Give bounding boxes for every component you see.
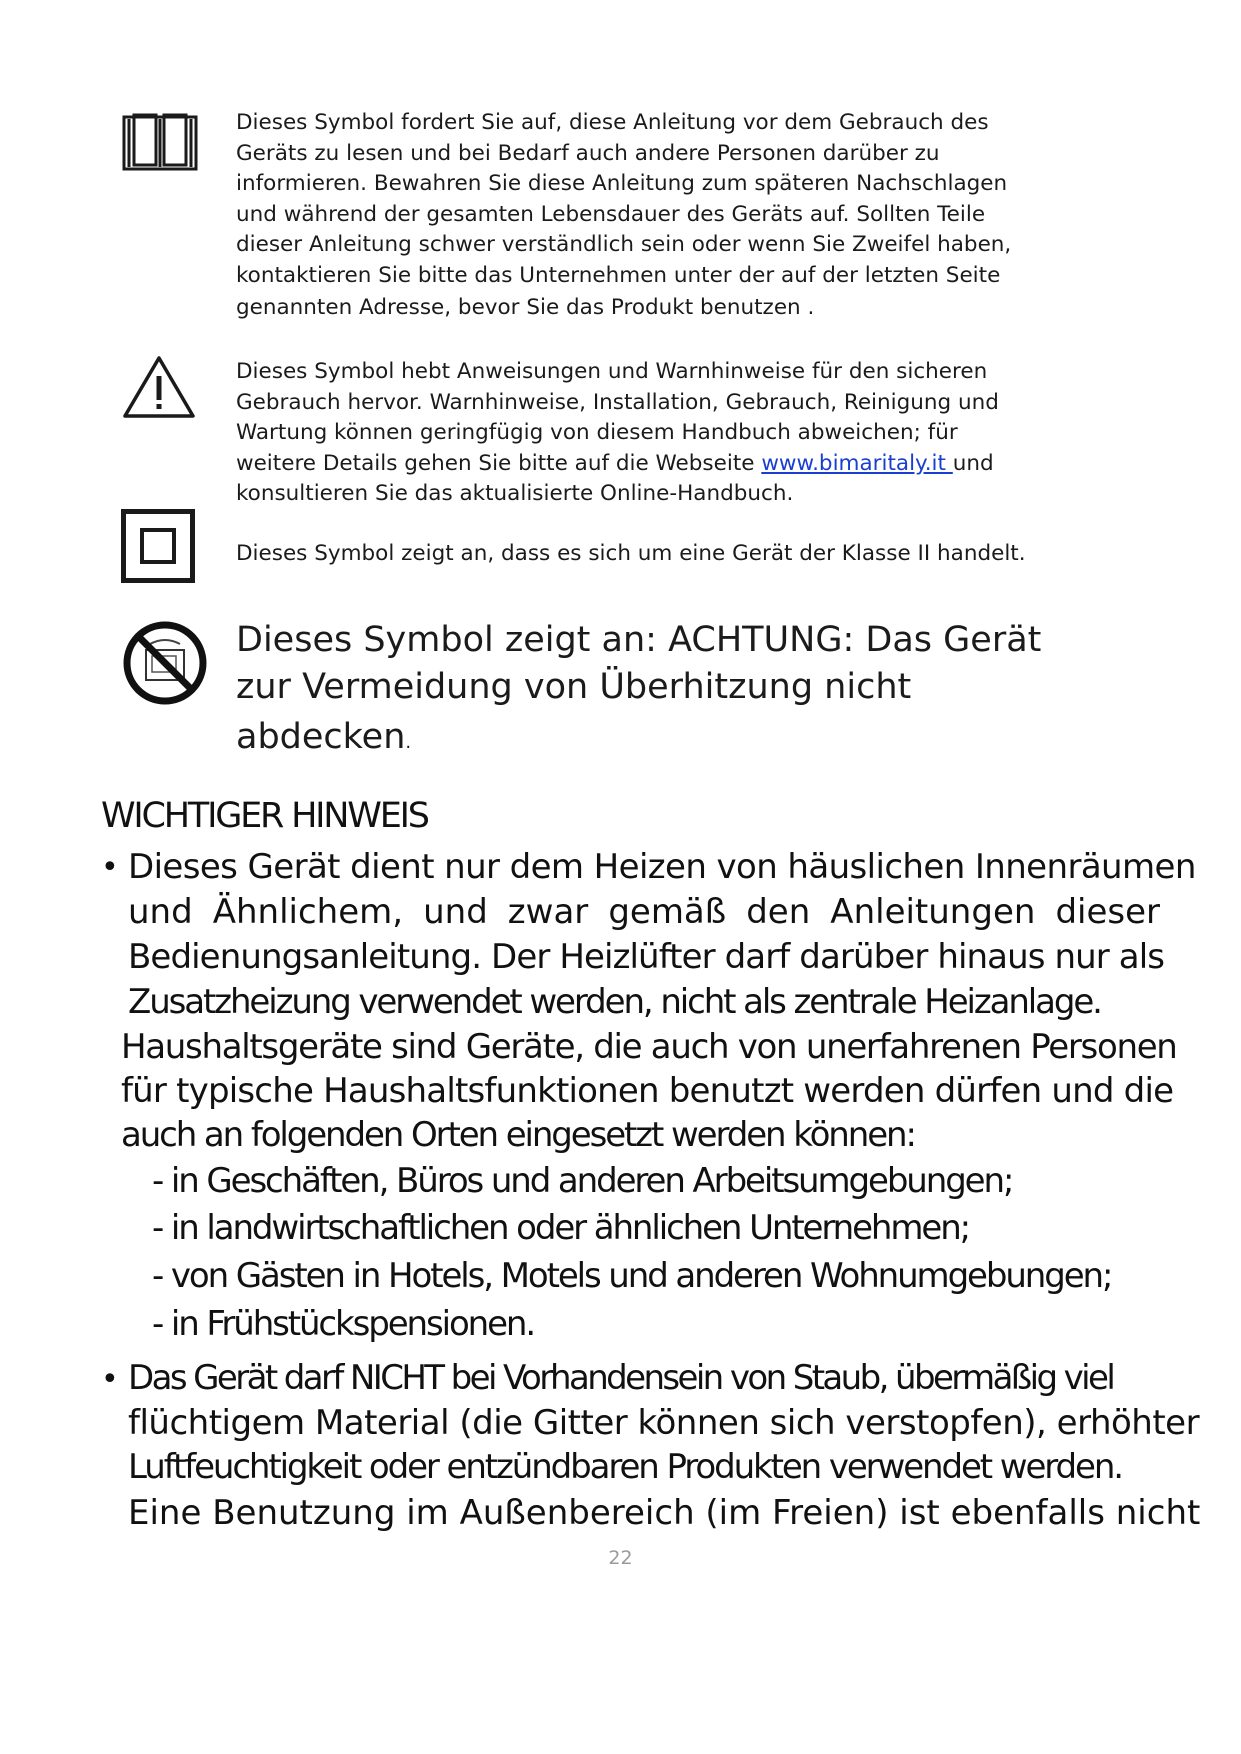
text-line: Geräts zu lesen und bei Bedarf auch andere Personen darüber zu: [236, 140, 940, 166]
text-line: [236, 617, 1086, 664]
symbol-text-class-ii: [236, 539, 1066, 570]
bullet-point: •: [101, 1362, 119, 1397]
do-not-cover-icon: [122, 620, 208, 706]
bullet1-subline: auch an folgenden Orten eingesetzt werden können:: [121, 1115, 915, 1155]
place-item: - in landwirtschaftlichen oder ähnlichen Unternehmen;: [152, 1208, 970, 1248]
text-line: Dieses Symbol hebt Anweisungen und Warnhinweise für den sicheren: [236, 359, 988, 384]
manual-book-icon: [122, 111, 198, 173]
text-line: zur Vermeidung von Überhitzung nicht: [236, 667, 912, 707]
page-number: 22: [608, 1547, 633, 1569]
place-item: - in Geschäften, Büros und anderen Arbeitsumgebungen;: [152, 1161, 1013, 1201]
notice-heading: WICHTIGER HINWEIS: [101, 796, 428, 836]
bullet1-line: Zusatzheizung verwendet werden, nicht als zentrale Heizanlage.: [128, 982, 1101, 1022]
bullet1-line: Dieses Gerät dient nur dem Heizen von häuslichen Innenräumen: [128, 847, 1196, 887]
text-line: Dieses Symbol fordert Sie auf, diese Anleitung vor dem Gebrauch des: [236, 110, 989, 135]
text-line: [236, 714, 1086, 766]
text-fragment: weitere Details gehen Sie bitte auf die Webseite: [236, 450, 762, 476]
bullet2-line: Das Gerät darf NICHT bei Vorhandensein von Staub, übermäßig viel: [128, 1358, 1114, 1398]
text-line: genannten Adresse, bevor Sie das Produkt benutzen .: [236, 295, 815, 320]
text-fragment: : Das Gerät: [842, 620, 1042, 660]
text-fragment: abdecken: [236, 717, 406, 757]
bullet2-line: Eine Benutzung im Außenbereich (im Freien) ist ebenfalls nicht: [128, 1493, 1201, 1533]
class-ii-double-square-icon: [121, 509, 195, 583]
symbol-text-read-manual: [236, 108, 1066, 324]
place-item: - in Frühstückspensionen.: [152, 1304, 535, 1344]
place-item: - von Gästen in Hotels, Motels und anderen Wohnumgebungen;: [152, 1256, 1112, 1296]
bullet1-subline: Haushaltsgeräte sind Geräte, die auch von unerfahrenen Personen: [121, 1027, 1177, 1067]
text-line: und während der gesamten Lebensdauer des Geräts auf. Sollten Teile: [236, 201, 986, 227]
symbol-text-do-not-cover: [236, 617, 1086, 766]
bullet1-line: Bedienungsanleitung. Der Heizlüfter darf darüber hinaus nur als: [128, 937, 1165, 977]
website-link[interactable]: www.bimaritaly.it: [761, 450, 953, 476]
text-fragment: und: [952, 450, 994, 476]
bullet2-line: flüchtigem Material (die Gitter können sich verstopfen), erhöhter: [128, 1403, 1200, 1443]
text-line: Gebrauch hervor. Warnhinweise, Installation, Gebrauch, Reinigung und: [236, 389, 999, 415]
warning-triangle-icon: [122, 354, 196, 420]
text-line: konsultieren Sie das aktualisierte Online-Handbuch.: [236, 481, 794, 506]
text-line: informieren. Bewahren Sie diese Anleitung zum späteren Nachschlagen: [236, 171, 1008, 196]
bullet-point: •: [101, 850, 119, 885]
text-line: [236, 449, 1066, 480]
symbol-text-warning: [236, 357, 1066, 510]
text-fragment: .: [405, 732, 412, 753]
achtung-label: ACHTUNG: [668, 620, 843, 660]
text-line: Dieses Symbol zeigt an, dass es sich um eine Gerät der Klasse II handelt.: [236, 541, 1026, 566]
bullet1-subline: für typische Haushaltsfunktionen benutzt werden dürfen und die: [121, 1071, 1174, 1111]
text-line: dieser Anleitung schwer verständlich sein oder wenn Sie Zweifel haben,: [236, 232, 1012, 257]
text-fragment: Dieses Symbol zeigt an:: [236, 620, 669, 660]
text-line: kontaktieren Sie bitte das Unternehmen unter der auf der letzten Seite: [236, 262, 1001, 288]
bullet2-line: Luftfeuchtigkeit oder entzündbaren Produkten verwendet werden.: [128, 1447, 1123, 1487]
text-line: Wartung können geringfügig von diesem Handbuch abweichen; für: [236, 420, 958, 445]
bullet1-line: und Ähnlichem, und zwar gemäß den Anleitungen dieser: [128, 892, 1160, 932]
